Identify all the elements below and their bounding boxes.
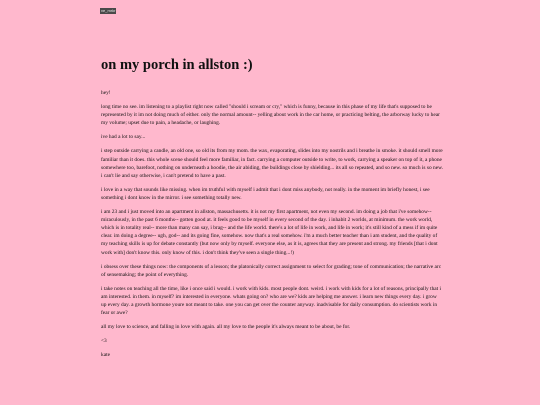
post-paragraph: all my love to science, and falling in love with again. all my love to the people it's always meant to be about, be for. xyxy=(101,324,351,331)
post-paragraph: i step outside carrying a candle, an old one, so old its from my mom. the wax, evaporating, slides into my nostrils and i breathe in smoke. it should smell more familiar than it does. this whole scene should feel more familiar, in fact. carrying a computer outside to write, to work, carrying a speaker on top of it, a phone somewhere too, barefoot, nothing on underneath a hoodie, the air abiding, the buildings close by shielding... its all so repeated, and so new. so much is so new. i can't lie and say otherwise, i can't pretend to have a past. xyxy=(101,148,443,179)
post-paragraph: ive had a lot to say... xyxy=(101,134,146,141)
post-paragraph: long time no see. im listening to a playlist right now called "should i scream or cry," which is funny, because in this phase of my life that's supposed to be represented by it im not doing much of either. only the normal amount-- yelling about work in the car home, or practicing belting, the arborway lucky to hear my volume; upset due to pain, a headache, or laughing. xyxy=(101,104,440,127)
post-paragraph: <3 xyxy=(101,338,107,345)
post-paragraph: i am 23 and i just moved into an apartment in allston, massachusetts. it is not my first apartment, not even my second. im doing a job that i've somehow-- miraculously, in the past 6 months-- gotten good at. it feels good to be myself in every second of the day. i inhabit 2 worlds, at minimum. the work world, which is in totality real-- more than many can say, i brag-- and the life world. there's a lot of life in work, and life in work; it's still kind of a mess if im quite clear. im doing a degree-- ugh, god-- and its going fine, somehow. now that's a real somehow. i'm a much better teacher than i am student, and the quality of my teaching skills is up for debate constantly (but now only by myself. everyone else, as it is, agrees that they are present and strong. my friends [that i dont work with] don't know this. only know of this. i don't think they've seen a single thing...!) xyxy=(101,209,438,256)
post-title: on my porch in allston :) xyxy=(101,57,253,73)
post-paragraph: hey! xyxy=(101,90,111,96)
post-paragraph: i obsess over these things now: the components of a lesson; the platonically correct assignment to select for grading; tone of communication; the narrative arc of sensemaking; the point of everything. xyxy=(101,263,442,278)
post-paragraph: i love in a way that sounds like missing. when im truthful with myself i admit that i dont miss anybody, not really. in the moment im briefly honest, i see something i dont know in the mirror. i see something totally new. xyxy=(101,186,430,201)
blog-tag[interactable]: ve_mrkr xyxy=(101,8,116,13)
post-body xyxy=(101,89,443,359)
post-paragraph: i take notes on teaching all the time, like i once said i would. i work with kids. most people dont. weird. i work with kids for a lot of reasons, principally that i am interested. in them. in myself? im interested in everyone. whats going on? who are we? kids are helping me answer. i learn new things every day. i grow up every day. a growth hormone youre not meant to take. one you can get over the counter anyway. inadvisable for daily consumption. do scientists work in fear or awe? xyxy=(101,285,441,317)
post-signature: kate xyxy=(101,352,110,359)
blog-post xyxy=(101,56,443,365)
